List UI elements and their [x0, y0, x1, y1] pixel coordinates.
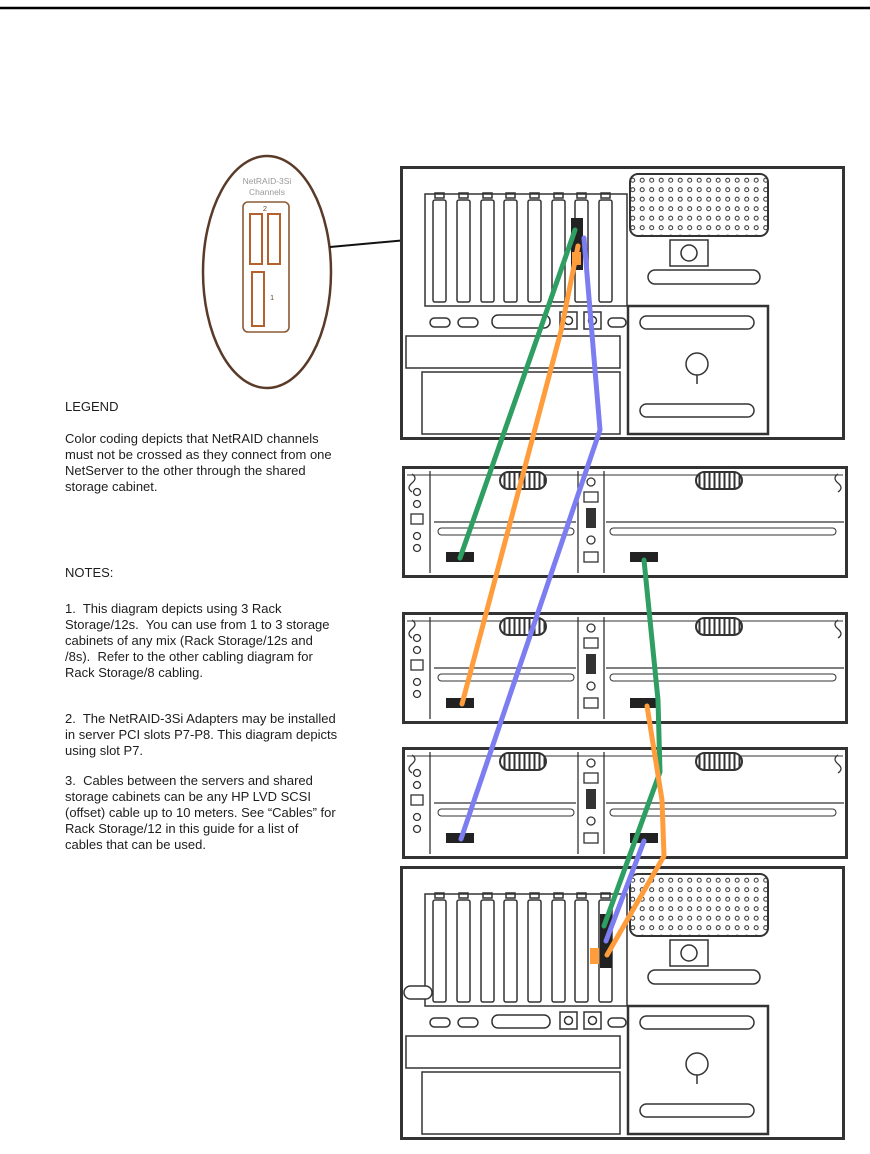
note-item-1: 1. This diagram depicts using 3 Rack Storage/12s. You can use from 1 to 3 storage cabinets of any mix (Rack Storage/12s and /8s). Refer to the other cabling diagram for Rack Storage/8 cabling. — [65, 601, 334, 680]
note-item-2: 2. The NetRAID-3Si Adapters may be installed in server PCI slots P7-P8. This diagram depicts using slot P7. — [65, 711, 341, 758]
channel-1-label: 1 — [270, 293, 275, 302]
legend-body: Color coding depicts that NetRAID channels must not be crossed as they connect from one NetServer to the other through the shared storage cabinet. — [65, 431, 336, 494]
storage-cabinet-3 — [404, 749, 847, 858]
channel-2b-connector — [268, 214, 280, 264]
storage-cabinet-1 — [404, 468, 847, 577]
callout-title-line2: Channels — [249, 187, 285, 197]
channel-2-label: 2 — [262, 204, 268, 213]
note-item-3: 3. Cables between the servers and shared storage cabinets can be any HP LVD SCSI (offset) cable up to 10 meters. See “Cables” for Rack Storage/12 in this guide for a list of cables that can be used. — [65, 773, 340, 852]
side-vent-slot — [404, 986, 432, 999]
top-server — [402, 168, 844, 439]
notes-heading: NOTES: — [65, 565, 114, 580]
bottom-server — [402, 868, 844, 1139]
callout-title-line1: NetRAID-3Si — [242, 176, 292, 186]
legend-heading: LEGEND — [65, 399, 119, 414]
channel-2a-connector — [250, 214, 262, 264]
card-connector-orange-bottom — [590, 948, 599, 964]
netraid-callout — [203, 156, 331, 388]
channel-1-connector — [252, 272, 264, 326]
